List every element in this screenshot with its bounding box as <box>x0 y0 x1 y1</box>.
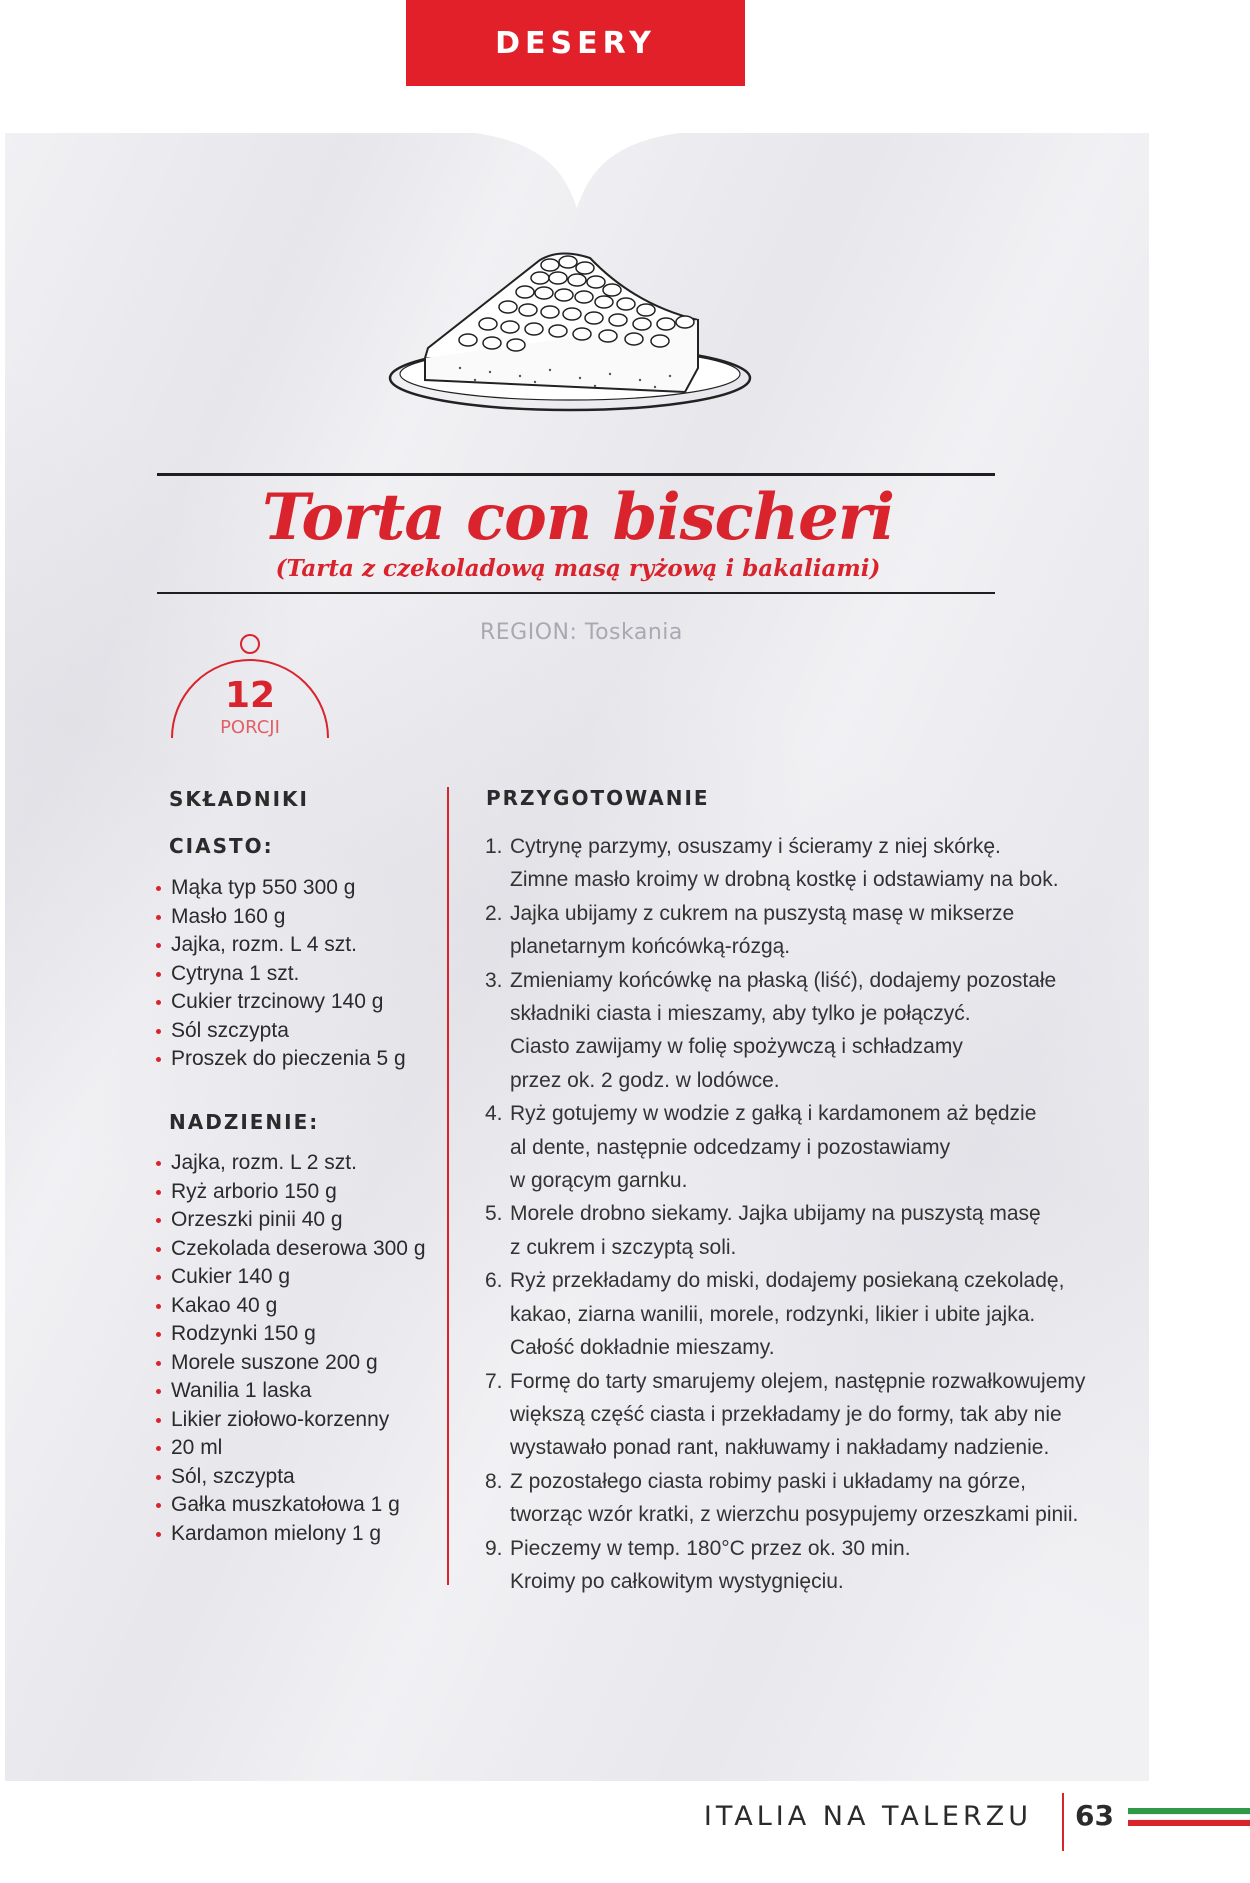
ingredient-item: Kardamon mielony 1 g <box>155 1520 455 1549</box>
step-number: 3. <box>485 968 503 992</box>
step-number: 5. <box>485 1202 503 1226</box>
step-line: składniki ciasta i mieszamy, aby tylko je połączyć. <box>510 1002 971 1026</box>
preparation-step <box>485 830 1125 897</box>
italian-flag-stripes <box>1128 1808 1250 1828</box>
step-line: Ryż przekładamy do miski, dodajemy posiekaną czekoladę, <box>510 1269 1065 1293</box>
step-line: Pieczemy w temp. 180°C przez ok. 30 min. <box>510 1536 911 1560</box>
preparation-step <box>485 897 1125 964</box>
step-line: Cytrynę parzymy, osuszamy i ścieramy z niej skórkę. <box>510 835 1001 858</box>
ingredient-item: Cukier 140 g <box>155 1263 455 1292</box>
region-label: REGION: Toskania <box>480 620 683 645</box>
ingredient-item: Jajka, rozm. L 2 szt. <box>155 1149 455 1178</box>
step-line: w gorącym garnku. <box>510 1169 688 1193</box>
step-line: przez ok. 2 godz. w lodówce. <box>510 1068 780 1092</box>
ingredient-item: Cytryna 1 szt. <box>155 960 455 989</box>
ingredient-item: Jajka, rozm. L 4 szt. <box>155 931 455 960</box>
preparation-step <box>485 1365 1125 1465</box>
step-line: Zimne masło kroimy w drobną kostkę i odstawiamy na bok. <box>510 868 1059 892</box>
step-number: 4. <box>485 1102 503 1126</box>
step-line: tworząc wzór kratki, z wierzchu posypujemy orzeszkami pinii. <box>510 1503 1079 1527</box>
preparation-step <box>485 1197 1125 1264</box>
portions-number: 12 <box>224 675 276 716</box>
step-line: Jajka ubijamy z cukrem na puszystą masę w mikserze <box>510 901 1015 925</box>
step-line: wystawało ponad rant, nakłuwamy i nakładamy nadzienie. <box>510 1436 1050 1460</box>
step-line: planetarnym końcówką-rózgą. <box>510 935 791 959</box>
magazine-title: ITALIA NA TALERZU <box>703 1801 1032 1832</box>
preparation-step <box>485 1264 1125 1364</box>
flag-stripe-red <box>1128 1820 1250 1826</box>
dough-heading: CIASTO: <box>169 834 274 858</box>
preparation-step <box>485 1097 1125 1197</box>
category-tag: DESERY <box>406 0 745 86</box>
filling-ingredient-list <box>155 1149 455 1548</box>
step-line: Ciasto zawijamy w folię spożywczą i schładzamy <box>510 1035 963 1059</box>
ingredient-item: Likier ziołowo-korzenny <box>155 1406 455 1435</box>
step-line: Morele drobno siekamy. Jajka ubijamy na puszystą masę <box>510 1202 1041 1226</box>
preparation-steps <box>485 830 1125 1598</box>
ingredient-item: Cukier trzcinowy 140 g <box>155 988 455 1017</box>
step-line: Z pozostałego ciasta robimy paski i układamy na górze, <box>510 1469 1026 1493</box>
tart-slice-icon <box>380 240 760 420</box>
ingredient-item: Masło 160 g <box>155 903 455 932</box>
step-number: 7. <box>485 1369 503 1393</box>
step-line: z cukrem i szczyptą soli. <box>510 1235 737 1259</box>
step-number: 1. <box>485 835 503 858</box>
ingredient-item: Orzeszki pinii 40 g <box>155 1206 455 1235</box>
ingredient-item: Kakao 40 g <box>155 1292 455 1321</box>
step-number: 9. <box>485 1536 503 1560</box>
recipe-subtitle: (Tarta z czekoladową masą ryżową i bakaliami) <box>275 555 881 582</box>
ingredient-item: 20 ml <box>155 1434 455 1463</box>
portions-label: PORCJI <box>220 717 280 738</box>
column-divider <box>447 787 449 1585</box>
preparation-step <box>485 964 1125 1098</box>
page-number: 63 <box>1075 1799 1114 1832</box>
preparation-step <box>485 1465 1125 1532</box>
panel-notch <box>5 133 1149 253</box>
step-line: większą część ciasta i przekładamy je do formy, tak aby nie <box>510 1402 1062 1426</box>
ingredient-item: Gałka muszkatołowa 1 g <box>155 1491 455 1520</box>
ingredient-item: Sól, szczypta <box>155 1463 455 1492</box>
preparation-step <box>485 1532 1125 1599</box>
ingredient-item: Sól szczypta <box>155 1017 455 1046</box>
portions-badge <box>170 630 330 740</box>
step-line: Formę do tarty smarujemy olejem, następnie rozwałkowujemy <box>510 1369 1086 1393</box>
filling-heading: NADZIENIE: <box>169 1110 320 1134</box>
step-number: 6. <box>485 1269 503 1293</box>
ingredient-item: Ryż arborio 150 g <box>155 1178 455 1207</box>
ingredients-heading: SKŁADNIKI <box>169 787 309 811</box>
step-line: Kroimy po całkowitym wystygnięciu. <box>510 1569 844 1593</box>
step-number: 8. <box>485 1469 503 1493</box>
step-line: Ryż gotujemy w wodzie z gałką i kardamonem aż będzie <box>510 1102 1037 1126</box>
footer-separator <box>1062 1793 1064 1851</box>
ingredient-item: Mąka typ 550 300 g <box>155 874 455 903</box>
title-rule-bottom <box>157 592 995 594</box>
ingredient-item: Rodzynki 150 g <box>155 1320 455 1349</box>
ingredient-item: Morele suszone 200 g <box>155 1349 455 1378</box>
recipe-title: Torta con bischeri <box>262 480 894 555</box>
ingredient-item: Czekolada deserowa 300 g <box>155 1235 455 1264</box>
step-line: Całość dokładnie mieszamy. <box>510 1336 775 1360</box>
ingredient-item: Wanilia 1 laska <box>155 1377 455 1406</box>
dough-ingredient-list <box>155 874 455 1074</box>
step-number: 2. <box>485 901 503 925</box>
ingredient-item: Proszek do pieczenia 5 g <box>155 1045 455 1074</box>
title-rule-top <box>157 473 995 476</box>
step-line: Zmieniamy końcówkę na płaską (liść), dodajemy pozostałe <box>510 968 1057 992</box>
preparation-heading: PRZYGOTOWANIE <box>486 786 710 810</box>
step-line: al dente, następnie odcedzamy i pozostawiamy <box>510 1135 951 1159</box>
step-line: kakao, ziarna wanilii, morele, rodzynki, likier i ubite jajka. <box>510 1302 1036 1326</box>
